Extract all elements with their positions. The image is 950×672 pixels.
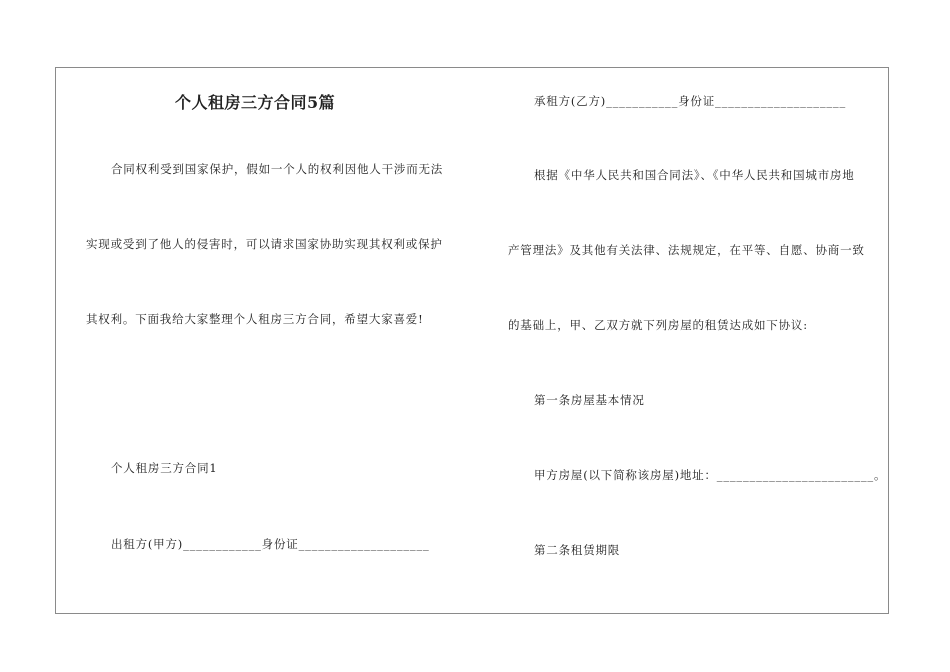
- document-page: [55, 67, 889, 614]
- form-line-address: 甲方房屋(以下简称该房屋)地址：________________________。: [534, 468, 887, 482]
- paragraph-line: 的基础上，甲、乙双方就下列房屋的租赁达成如下协议:: [508, 318, 808, 332]
- paragraph-line: 产管理法》及其他有关法律、法规规定，在平等、自愿、协商一致: [508, 243, 865, 257]
- paragraph-line: 其权利。下面我给大家整理个人租房三方合同，希望大家喜爱!: [86, 312, 424, 326]
- paragraph-line: 合同权利受到国家保护，假如一个人的权利因他人干涉而无法: [111, 162, 444, 176]
- form-line-lessee: 承租方(乙方)___________身份证____________________: [534, 94, 847, 108]
- article-heading: 第一条房屋基本情况: [534, 393, 645, 407]
- article-heading: 第二条租赁期限: [534, 543, 621, 557]
- paragraph-line: 实现或受到了他人的侵害时，可以请求国家协助实现其权利或保护: [86, 237, 443, 251]
- document-title: 个人租房三方合同5篇: [175, 93, 336, 112]
- paragraph-line: 根据《中华人民共和国合同法》、《中华人民共和国城市房地: [534, 168, 855, 182]
- form-line-lessor: 出租方(甲方)____________身份证____________________: [111, 537, 430, 551]
- section-heading: 个人租房三方合同1: [111, 461, 218, 475]
